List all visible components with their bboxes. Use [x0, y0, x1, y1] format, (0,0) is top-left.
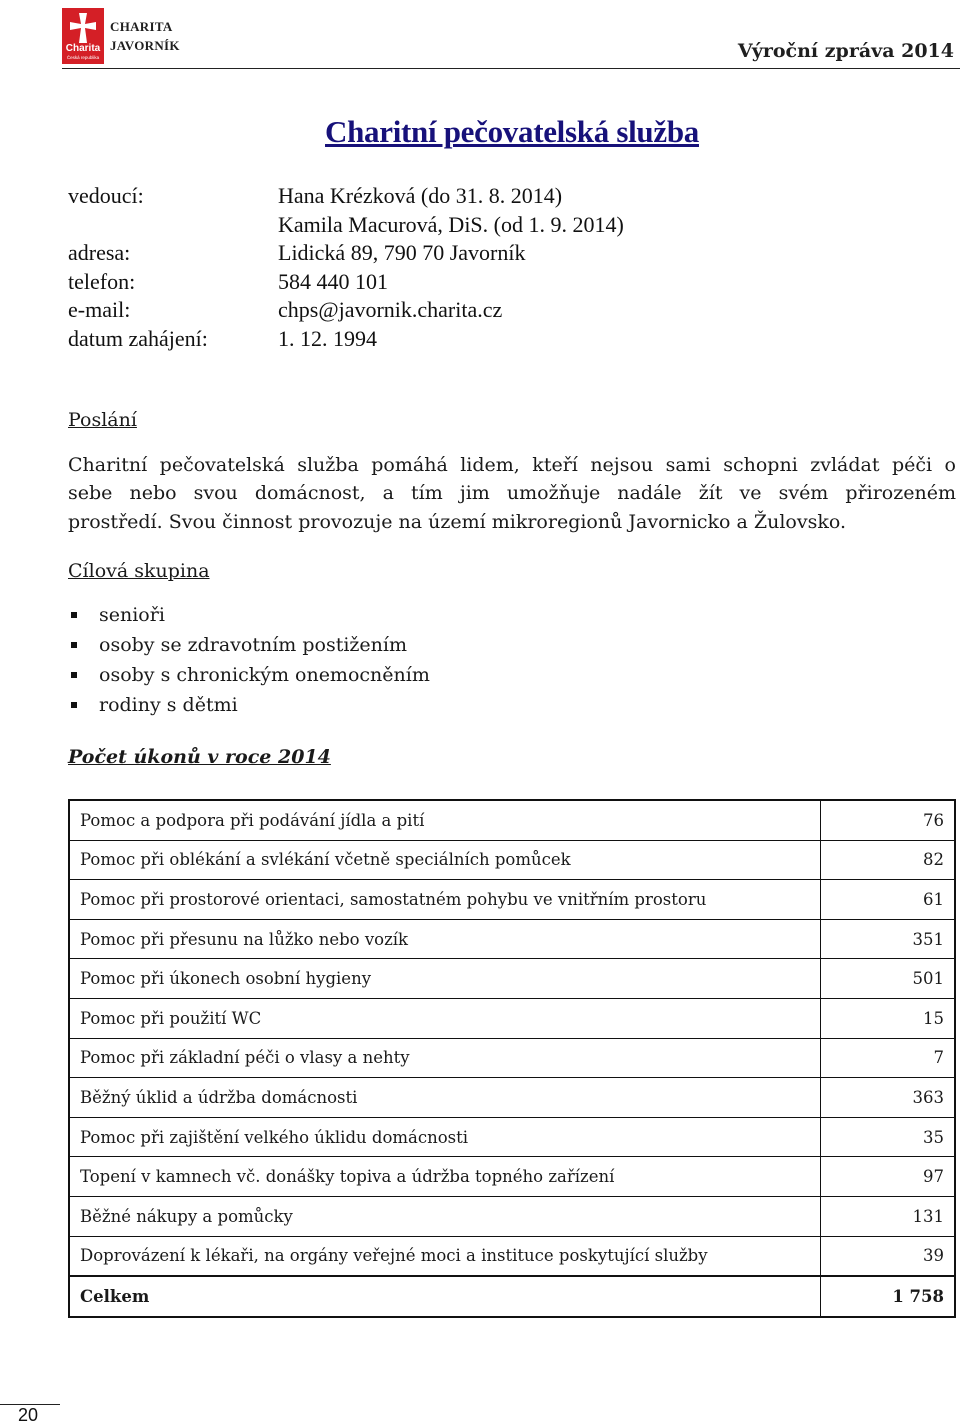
contact-label: datum zahájení: — [68, 325, 208, 351]
list-item — [68, 600, 430, 630]
logo-line-2: JAVORNÍK — [110, 38, 180, 53]
row-label: Pomoc a podpora při podávání jídla a pití — [69, 800, 821, 840]
charita-logo — [62, 8, 184, 66]
row-value: 61 — [821, 880, 956, 920]
table-row — [69, 919, 955, 959]
table-row — [69, 1038, 955, 1078]
row-label: Běžné nákupy a pomůcky — [69, 1196, 821, 1236]
list-item-label: osoby s chronickým onemocněním — [99, 664, 430, 686]
logo-mark-text: Charita — [65, 43, 101, 54]
page-title: Charitní pečovatelská služba — [325, 114, 699, 149]
table-row — [69, 880, 955, 920]
charita-logo-mark — [62, 8, 104, 64]
row-value: 97 — [821, 1157, 956, 1197]
cross-icon — [67, 12, 99, 44]
row-label: Doprovázení k lékaři, na orgány veřejné moci a instituce poskytující služby — [69, 1236, 821, 1276]
row-value: 39 — [821, 1236, 956, 1276]
page-number: 20 — [18, 1405, 39, 1425]
row-value: 82 — [821, 840, 956, 880]
row-label: Pomoc při přesunu na lůžko nebo vozík — [69, 919, 821, 959]
row-value: 501 — [821, 959, 956, 999]
report-title: Výroční zpráva 2014 — [737, 40, 954, 62]
row-value: 76 — [821, 800, 956, 840]
table-row — [69, 998, 955, 1038]
contact-value: Lidická 89, 790 70 Javorník — [278, 240, 526, 266]
list-item — [68, 630, 430, 660]
square-bullet-icon — [71, 672, 77, 678]
row-label: Pomoc při úkonech osobní hygieny — [69, 959, 821, 999]
list-item — [68, 690, 430, 720]
table-row — [69, 840, 955, 880]
mission-line: Charitní pečovatelská služba pomáhá lidem, kteří nejsou sami schopni zvládat péči o — [68, 454, 956, 476]
list-item-label: rodiny s dětmi — [99, 694, 238, 716]
logo-line-1: CHARITA — [110, 19, 173, 34]
contact-value: Hana Krézková (do 31. 8. 2014) — [278, 183, 563, 208]
row-value: 35 — [821, 1117, 956, 1157]
mission-paragraph — [68, 451, 956, 536]
mission-line: prostředí. Svou činnost provozuje na území mikroregionů Javornicko a Žulovsko. — [68, 510, 846, 533]
logo-mark-subtext: Česká republika — [66, 55, 100, 60]
target-group-list — [68, 600, 430, 720]
actions-table — [68, 799, 956, 1318]
contact-value: 584 440 101 — [278, 268, 388, 294]
row-label: Topení v kamnech vč. donášky topiva a údržba topného zařízení — [69, 1157, 821, 1197]
row-value: 363 — [821, 1078, 956, 1118]
row-value: 351 — [821, 919, 956, 959]
list-item — [68, 660, 430, 690]
row-label: Pomoc při zajištění velkého úklidu domácnosti — [69, 1117, 821, 1157]
row-label: Pomoc při oblékání a svlékání včetně speciálních pomůcek — [69, 840, 821, 880]
table-row — [69, 1117, 955, 1157]
table-row — [69, 1196, 955, 1236]
table-row — [69, 959, 955, 999]
contact-value: 1. 12. 1994 — [278, 325, 377, 351]
contact-label: adresa: — [68, 240, 131, 266]
email-link[interactable]: chps@javornik.charita.cz — [278, 297, 503, 323]
table-row — [69, 800, 955, 840]
row-label: Pomoc při základní péči o vlasy a nehty — [69, 1038, 821, 1078]
table-row — [69, 1157, 955, 1197]
list-item-label: osoby se zdravotním postižením — [99, 634, 408, 656]
total-row — [69, 1276, 955, 1317]
contact-value: Kamila Macurová, DiS. (od 1. 9. 2014) — [278, 211, 624, 237]
contact-label: telefon: — [68, 268, 136, 294]
actions-heading: Počet úkonů v roce 2014 — [68, 746, 331, 768]
square-bullet-icon — [71, 702, 77, 708]
square-bullet-icon — [71, 612, 77, 618]
mission-heading: Poslání — [68, 409, 137, 431]
logo-wordmark — [110, 17, 180, 55]
contact-label: vedoucí: — [68, 183, 144, 208]
row-label: Pomoc při prostorové orientaci, samostatném pohybu ve vnitřním prostoru — [69, 880, 821, 920]
table-row — [69, 1236, 955, 1276]
row-value: 7 — [821, 1038, 956, 1078]
target-group-heading: Cílová skupina — [68, 560, 210, 582]
contact-label: e-mail: — [68, 297, 131, 323]
total-label: Celkem — [69, 1276, 821, 1317]
square-bullet-icon — [71, 642, 77, 648]
row-value: 15 — [821, 998, 956, 1038]
list-item-label: senioři — [99, 604, 165, 626]
row-label: Pomoc při použití WC — [69, 998, 821, 1038]
table-row — [69, 1078, 955, 1118]
mission-line: sebe nebo svou domácnost, a tím jim umožňuje nadále žít ve svém přirozeném — [68, 482, 956, 505]
total-value: 1 758 — [821, 1276, 956, 1317]
header-divider — [62, 68, 960, 69]
row-value: 131 — [821, 1196, 956, 1236]
row-label: Běžný úklid a údržba domácnosti — [69, 1078, 821, 1118]
